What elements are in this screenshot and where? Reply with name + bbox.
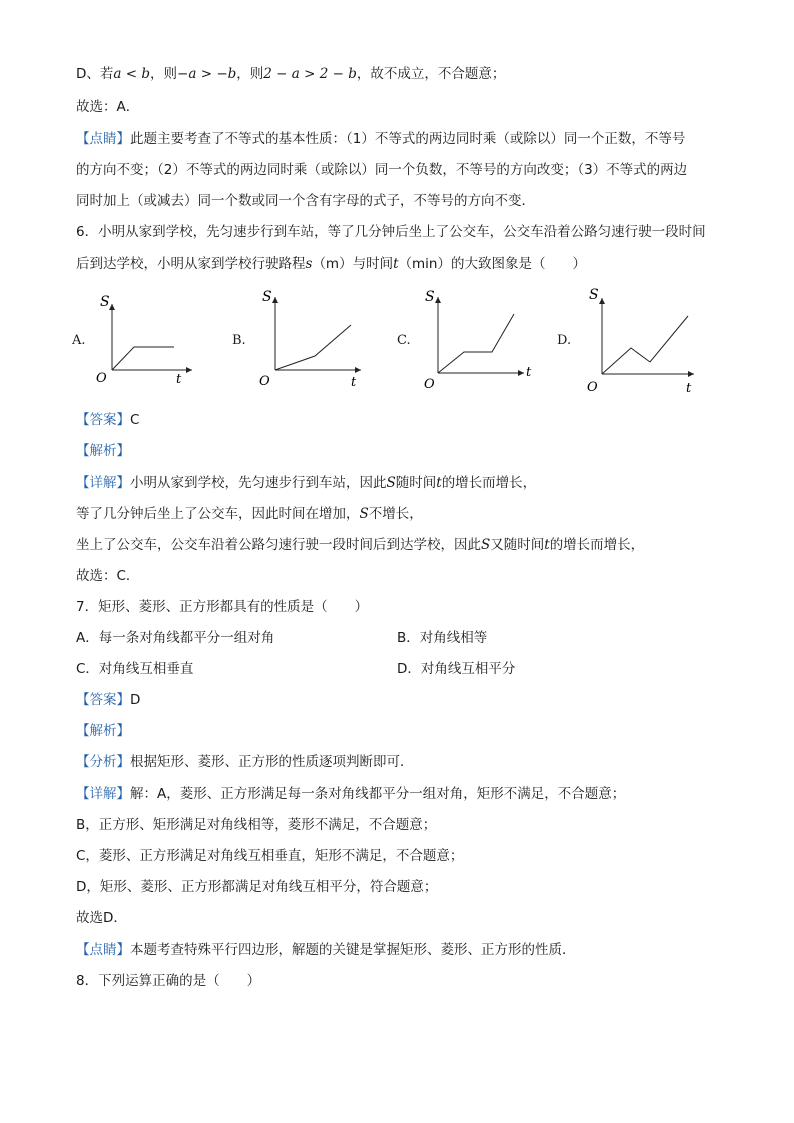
graph-d-x-label: t xyxy=(686,381,692,392)
q6-detail-line1: 【详解】小明从家到学校，先匀速步行到车站，因此S随时间t的增长而增长， xyxy=(76,475,537,491)
graph-b-y-label: S xyxy=(262,289,272,305)
graph-b-origin: O xyxy=(259,374,270,389)
graph-d-y-label: S xyxy=(589,287,599,303)
q7-option-a: A．每一条对角线都平分一组对角 xyxy=(76,630,275,646)
q5-option-d: D、若a < b，则−a > −b，则2 − a > 2 − b，故不成立，不合题意； xyxy=(76,66,506,82)
graph-b-y-arrow xyxy=(272,297,278,303)
q5-comment-line3: 同时加上（或减去）同一个数或同一个含有字母的式子，不等号的方向不变． xyxy=(76,193,535,209)
graph-c xyxy=(418,285,538,390)
q5-choose: 故选：A． xyxy=(76,99,140,115)
graph-b-label: B. xyxy=(232,333,246,348)
graph-c-x-arrow xyxy=(518,370,524,376)
graph-d-y-arrow xyxy=(599,298,605,304)
graph-d xyxy=(582,282,702,392)
q7-detail-line3: C，菱形、正方形满足对角线互相垂直，矩形不满足，不合题意； xyxy=(76,848,464,864)
q6-detail-line3: 坐上了公交车，公交车沿着公路匀速行驶一段时间后到达学校，因此S又随时间t的增长而增长， xyxy=(76,537,645,553)
q6-choose: 故选：C． xyxy=(76,568,140,584)
graph-a-y-arrow xyxy=(109,304,115,310)
graph-c-label: C. xyxy=(397,333,411,348)
graph-b-x-arrow xyxy=(355,367,361,373)
graph-a-origin: O xyxy=(96,371,107,386)
q7-detail-line1: 【详解】解：A，菱形、正方形满足每一条对角线都平分一组对角，矩形不满足，不合题意； xyxy=(76,786,626,802)
q7-comment: 【点睛】本题考查特殊平行四边形，解题的关键是掌握矩形、菱形、正方形的性质． xyxy=(76,942,576,958)
graph-c-x-label: t xyxy=(526,365,532,380)
q7-detail-line4: D，矩形、菱形、正方形都满足对角线互相平分，符合题意； xyxy=(76,879,438,895)
graph-d-origin: O xyxy=(587,380,598,392)
q6-stem-line1: 6．小明从家到学校，先匀速步行到车站，等了几分钟后坐上了公交车，公交车沿着公路匀速行驶一段时间 xyxy=(76,224,706,240)
q8-stem: 8．下列运算正确的是（ ） xyxy=(76,973,261,989)
comment-tag: 【点睛】 xyxy=(76,131,130,147)
q7-answer: 【答案】D xyxy=(76,692,141,708)
graph-c-y-arrow xyxy=(435,297,441,303)
graph-a-x-arrow xyxy=(186,367,192,373)
detail-tag: 【详解】 xyxy=(76,475,130,491)
q7-detail-line2: B，正方形、矩形满足对角线相等，菱形不满足，不合题意； xyxy=(76,817,437,833)
q7-option-d: D．对角线互相平分 xyxy=(397,661,516,677)
graph-d-label: D. xyxy=(557,333,572,348)
q7-analysis-tag: 【解析】 xyxy=(76,723,130,739)
graph-c-curve xyxy=(438,314,514,373)
q5-comment-line2: 的方向不变；（2）不等式的两边同时乘（或除以）同一个负数，不等号的方向改变；（3）不等式的两边 xyxy=(76,162,688,178)
q6-detail-line2: 等了几分钟后坐上了公交车，因此时间在增加，S不增长， xyxy=(76,506,423,522)
graph-a-x-label: t xyxy=(176,372,182,387)
graph-b-curve xyxy=(275,325,351,370)
graph-b-x-label: t xyxy=(351,375,357,390)
graph-d-curve xyxy=(602,316,688,374)
graph-d-x-arrow xyxy=(688,371,694,377)
graph-a xyxy=(92,290,202,390)
graph-c-origin: O xyxy=(424,377,435,390)
q7-option-b: B．对角线相等 xyxy=(397,630,488,646)
answer-tag: 【答案】 xyxy=(76,412,130,428)
graph-c-y-label: S xyxy=(425,289,435,305)
graph-a-label: A. xyxy=(72,333,86,348)
q6-answer: 【答案】C xyxy=(76,412,140,428)
q7-stem: 7．矩形、菱形、正方形都具有的性质是（ ） xyxy=(76,599,369,615)
graph-b xyxy=(255,285,365,390)
q6-stem-line2: 后到达学校，小明从家到学校行驶路程s（m）与时间t（min）的大致图象是（ ） xyxy=(76,256,586,272)
q6-analysis-tag: 【解析】 xyxy=(76,443,130,459)
graph-a-y-label: S xyxy=(100,294,110,310)
q7-option-c: C．对角线互相垂直 xyxy=(76,661,194,677)
q5-comment-line1: 【点睛】此题主要考查了不等式的基本性质：（1）不等式的两边同时乘（或除以）同一个正数，不等号 xyxy=(76,131,686,147)
q7-analyze: 【分析】根据矩形、菱形、正方形的性质逐项判断即可． xyxy=(76,754,414,770)
q7-choose: 故选D． xyxy=(76,910,127,926)
graph-a-curve xyxy=(112,347,174,370)
